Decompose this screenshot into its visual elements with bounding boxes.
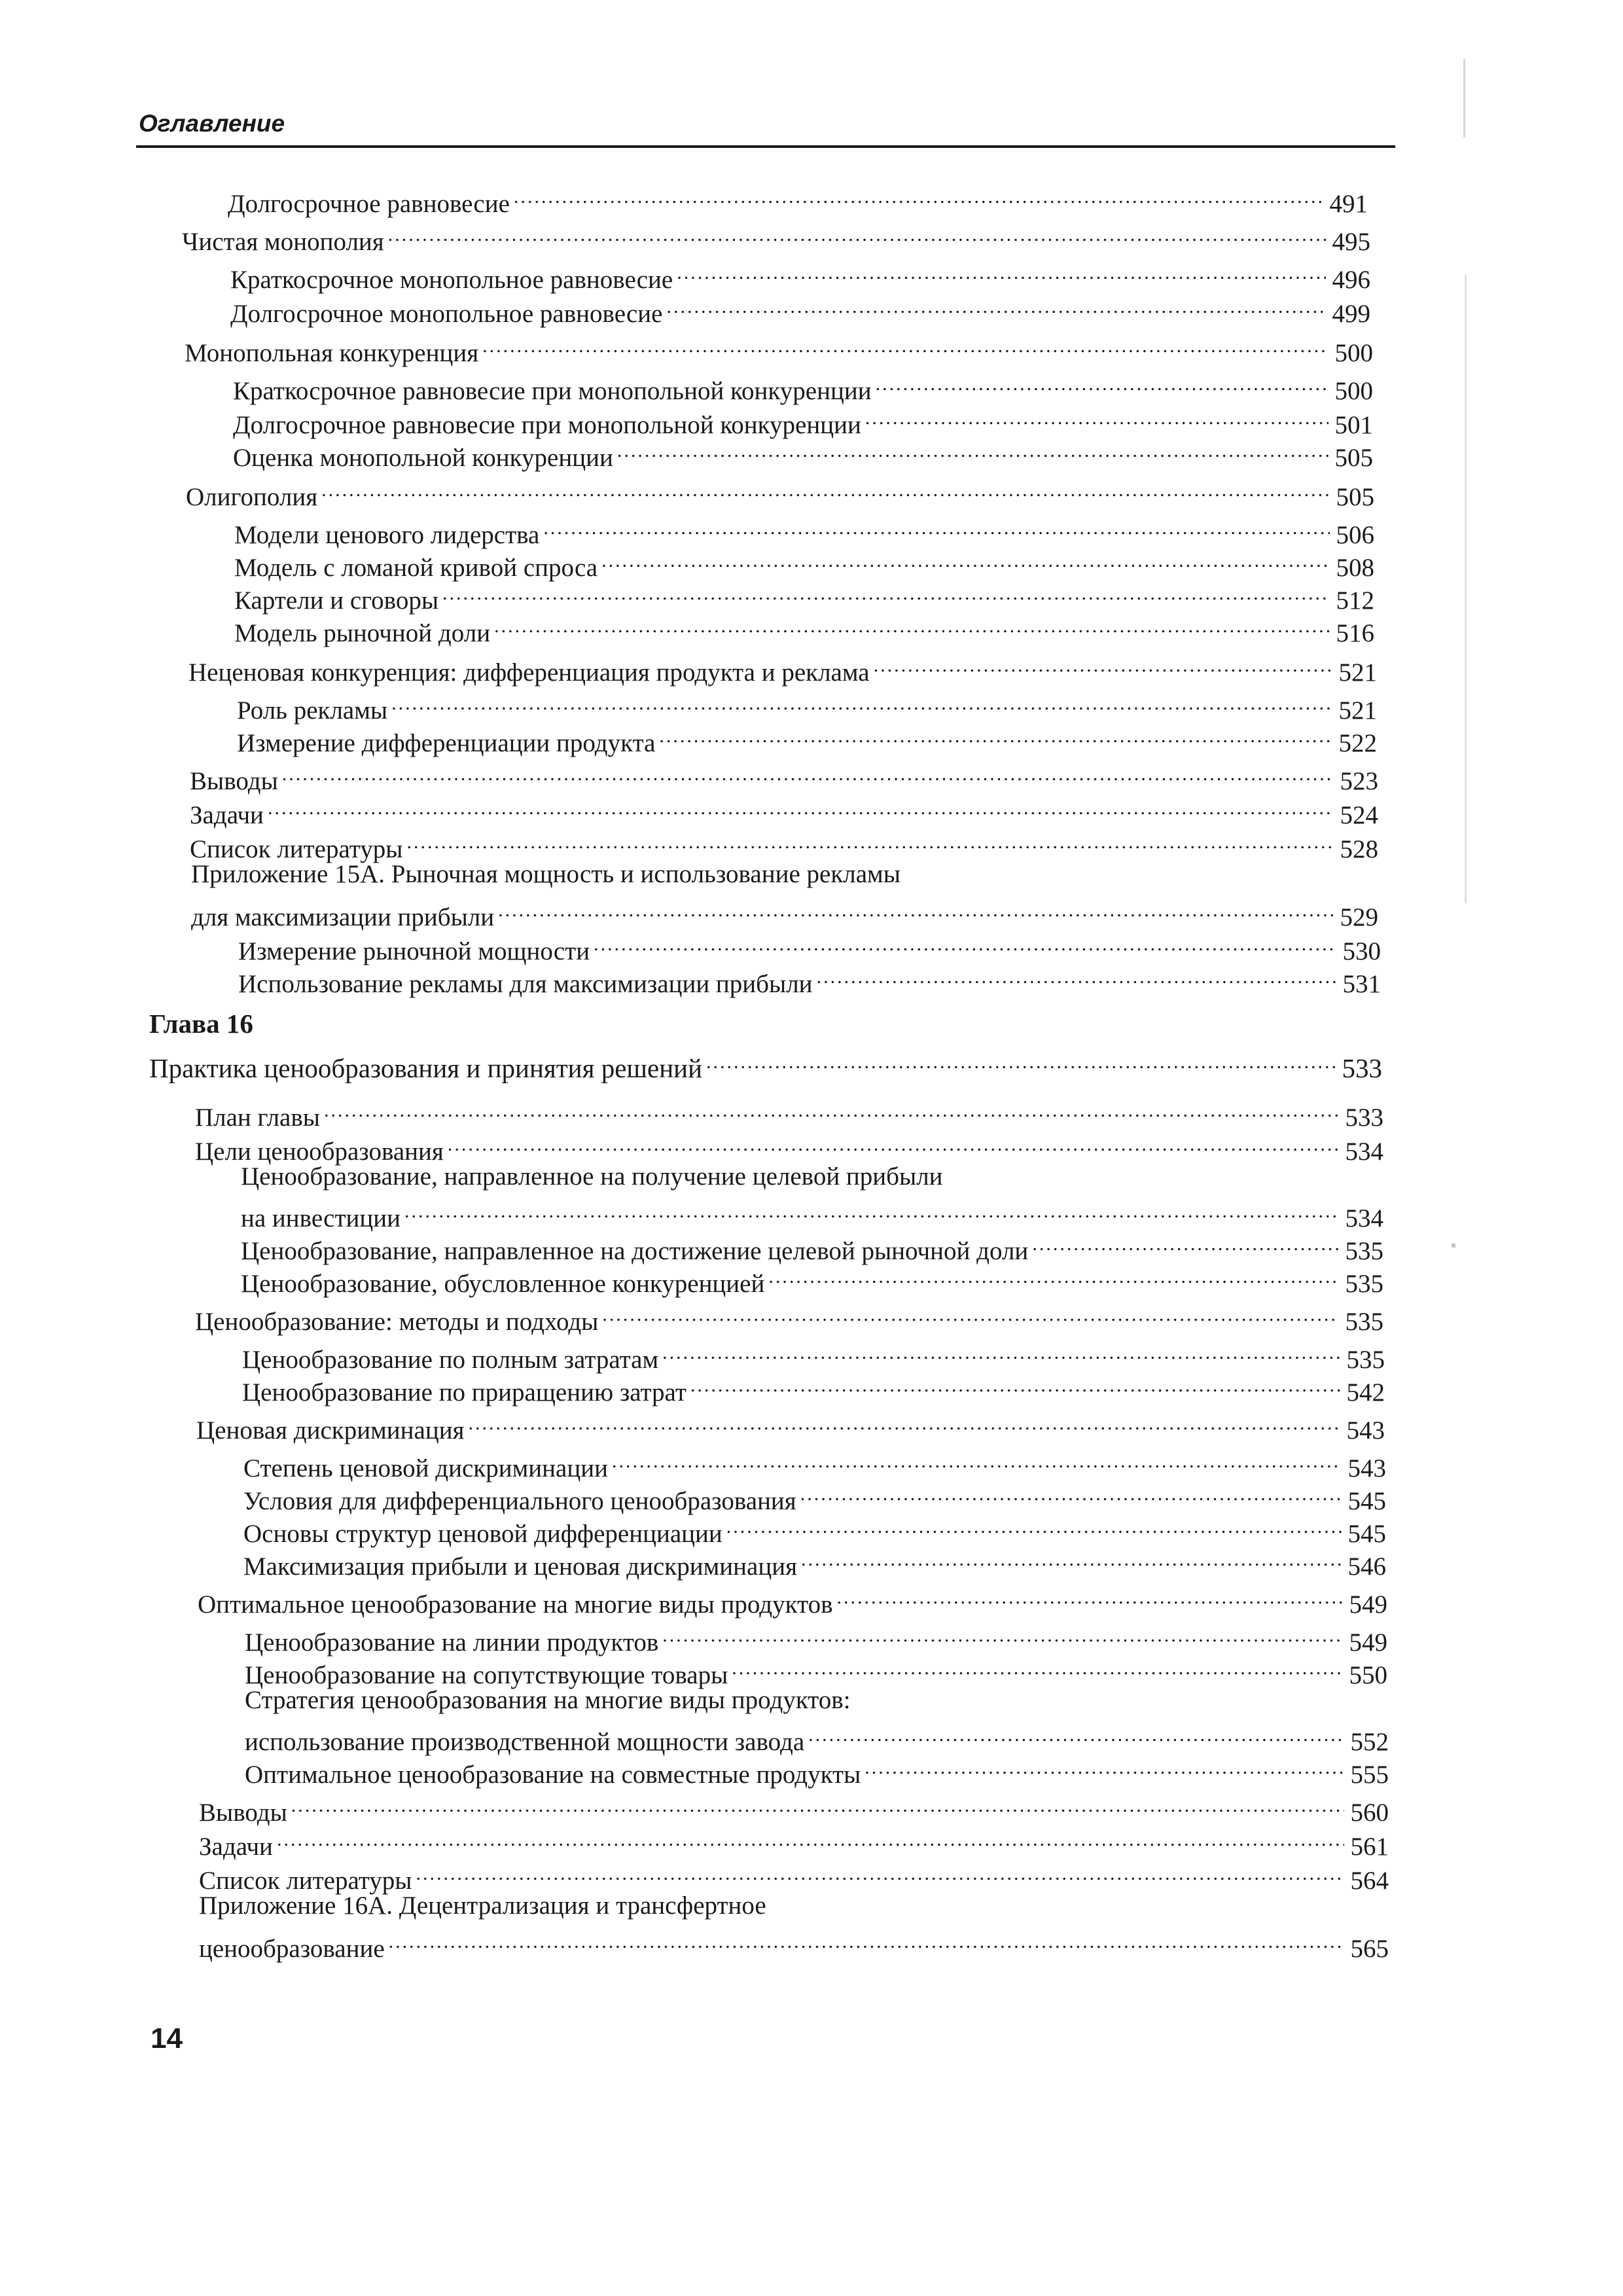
toc-entry-page: 496	[1332, 266, 1370, 294]
toc-entry[interactable]	[234, 509, 1374, 549]
toc-entry[interactable]	[190, 789, 1378, 829]
toc-entry-page: 534	[1345, 1204, 1383, 1232]
toc-entry[interactable]	[242, 1334, 1385, 1374]
toc-entry-title: Измерение рыночной мощности	[238, 937, 590, 965]
toc-entry-page: 543	[1347, 1454, 1386, 1482]
toc-entry-page: 534	[1345, 1138, 1383, 1166]
toc-entry[interactable]	[230, 254, 1370, 294]
toc-entry-title: Ценообразование, обусловленное конкуренцией	[241, 1270, 765, 1298]
running-header: Оглавление	[139, 110, 285, 137]
scan-mark	[1463, 59, 1465, 137]
toc-entry-page: 500	[1334, 339, 1373, 367]
toc-entry-page: 549	[1349, 1628, 1387, 1657]
toc-entry-page: 561	[1350, 1833, 1389, 1861]
scan-mark	[1465, 275, 1467, 903]
toc-entry-title-line1: Приложение 16А. Децентрализация и трансфертное	[199, 1892, 766, 1920]
toc-entry[interactable]	[190, 823, 1378, 863]
toc-entry-title: Максимизация прибыли и ценовая дискриминация	[243, 1552, 798, 1581]
toc-entry-page: 522	[1338, 729, 1377, 757]
toc-entry-title: Ценовая дискриминация	[196, 1416, 465, 1444]
toc-entry-page: 499	[1332, 300, 1370, 328]
toc-entry-title: Оптимальное ценообразование на совместные продукты	[245, 1761, 861, 1789]
toc-entry-page: 501	[1334, 411, 1373, 439]
toc-entry-title: Условия для дифференциального ценообразования	[243, 1487, 796, 1515]
toc-entry-title-line1: Приложение 15А. Рыночная мощность и использование рекламы	[191, 860, 901, 888]
chapter-page: 533	[1342, 1053, 1382, 1083]
toc-entry-page: 530	[1342, 937, 1381, 965]
toc-entry[interactable]	[245, 1716, 1389, 1756]
toc-entry-page: 506	[1336, 521, 1374, 549]
chapter-label: Глава 16	[149, 1009, 253, 1039]
toc-entry-title: Ценообразование на линии продуктов	[245, 1628, 659, 1657]
toc-entry[interactable]	[195, 1126, 1383, 1166]
toc-entry[interactable]	[241, 1193, 1383, 1232]
toc-entry-title: Краткосрочное монопольное равновесие	[230, 266, 673, 294]
toc-entry-title: Выводы	[199, 1799, 287, 1827]
toc-entry-page: 524	[1340, 801, 1378, 829]
toc-entry-title: Список литературы	[199, 1867, 412, 1895]
toc-entry-title: на инвестиции	[241, 1204, 401, 1232]
toc-entry-title: Задачи	[199, 1833, 273, 1861]
toc-entry-page: 545	[1347, 1487, 1386, 1515]
toc-entry-page: 505	[1334, 444, 1373, 472]
toc-entry[interactable]	[233, 399, 1373, 439]
toc-entry-title: Долгосрочное монопольное равновесие	[230, 300, 663, 328]
toc-entry-title: Монопольная конкуренция	[185, 339, 479, 367]
toc-entry[interactable]	[230, 288, 1370, 328]
toc-entry-title: Олигополия	[186, 483, 318, 511]
toc-entry-title: Ценообразование: методы и подходы	[195, 1308, 599, 1336]
toc-entry-title: Роль рекламы	[237, 696, 388, 725]
toc-entry-page: 560	[1350, 1799, 1389, 1827]
toc-entry[interactable]	[199, 1923, 1389, 1963]
toc-entry[interactable]	[237, 717, 1377, 757]
toc-entry[interactable]	[199, 1787, 1389, 1827]
toc-entry-page: 543	[1346, 1416, 1385, 1444]
toc-entry-title: Степень ценовой дискриминации	[243, 1454, 608, 1482]
toc-entry-page: 521	[1338, 696, 1377, 725]
toc-entry-page: 545	[1347, 1520, 1386, 1548]
toc-entry[interactable]	[182, 216, 1370, 256]
toc-entry-page: 533	[1345, 1103, 1383, 1132]
toc-entry-page: 535	[1345, 1237, 1383, 1265]
header-rule	[136, 145, 1395, 148]
toc-entry-title: Ценообразование, направленное на достижение целевой рыночной доли	[241, 1237, 1029, 1265]
page-number: 14	[151, 2022, 183, 2054]
toc-entry[interactable]	[234, 575, 1374, 615]
toc-entry-title: Ценообразование по приращению затрат	[242, 1378, 687, 1407]
chapter-title-entry[interactable]	[149, 1043, 1382, 1083]
toc-entry[interactable]	[245, 1649, 1387, 1689]
toc-entry[interactable]	[198, 1579, 1387, 1619]
toc-entry[interactable]	[241, 1258, 1383, 1298]
toc-entry-page: 552	[1350, 1728, 1389, 1756]
toc-entry-title-line1: Стратегия ценообразования на многие виды продуктов:	[245, 1686, 851, 1714]
toc-entry-page: 528	[1340, 835, 1378, 863]
toc-entry[interactable]	[195, 1296, 1383, 1336]
toc-entry-title: Основы структур ценовой дифференциации	[243, 1520, 722, 1548]
toc-entry-page: 565	[1350, 1935, 1389, 1963]
toc-entry-page: 512	[1336, 586, 1374, 615]
toc-entry[interactable]	[243, 1508, 1386, 1548]
toc-entry-page: 531	[1342, 970, 1381, 998]
toc-entry-title: Картели и сговоры	[234, 586, 439, 615]
toc-entry-page: 542	[1346, 1378, 1385, 1407]
toc-entry[interactable]	[190, 755, 1378, 795]
toc-entry-page: 523	[1340, 767, 1378, 795]
toc-entry[interactable]	[233, 365, 1373, 405]
toc-entry-page: 495	[1332, 228, 1370, 256]
toc-entry-title: Краткосрочное равновесие при монопольной конкуренции	[233, 377, 872, 405]
toc-entry[interactable]	[242, 1367, 1385, 1407]
toc-entry-title-line1: Ценообразование, направленное на получение целевой прибыли	[241, 1162, 943, 1191]
toc-entry-page: 529	[1340, 903, 1378, 931]
toc-entry-title: Использование рекламы для максимизации прибыли	[238, 970, 813, 998]
toc-entry-title: Неценовая конкуренция: дифференциация продукта и реклама	[188, 658, 870, 687]
toc-entry[interactable]	[185, 327, 1373, 367]
toc-entry[interactable]	[196, 1405, 1385, 1444]
toc-entry-page: 521	[1338, 658, 1377, 687]
toc-entry[interactable]	[237, 685, 1377, 725]
toc-entry[interactable]	[243, 1475, 1386, 1515]
toc-entry-page: 508	[1336, 554, 1374, 582]
toc-entry[interactable]	[245, 1617, 1387, 1657]
toc-entry[interactable]	[195, 1092, 1383, 1132]
toc-entry[interactable]	[234, 607, 1374, 647]
toc-entry-page: 564	[1350, 1867, 1389, 1895]
toc-entry[interactable]	[243, 1541, 1386, 1581]
toc-entry-page: 535	[1345, 1270, 1383, 1298]
toc-entry[interactable]	[243, 1443, 1386, 1482]
toc-entry-title: План главы	[195, 1103, 320, 1132]
toc-entry[interactable]	[186, 471, 1374, 511]
toc-entry-title: Модель с ломаной кривой спроса	[234, 554, 598, 582]
toc-entry-page: 550	[1349, 1661, 1387, 1689]
toc-entry-title: Ценообразование на сопутствующие товары	[245, 1661, 728, 1689]
toc-entry-page: 535	[1346, 1346, 1385, 1374]
toc-entry-title: Оптимальное ценообразование на многие виды продуктов	[198, 1590, 833, 1619]
toc-entry[interactable]	[228, 178, 1368, 218]
toc-entry[interactable]	[241, 1225, 1383, 1265]
toc-entry-title: для максимизации прибыли	[191, 903, 495, 931]
chapter-title: Практика ценообразования и принятия решений	[149, 1053, 703, 1083]
scan-speck	[1452, 1244, 1455, 1247]
toc-entry-title: Список литературы	[190, 835, 403, 863]
toc-entry-title: Цели ценообразования	[195, 1138, 444, 1166]
toc-entry-page: 505	[1336, 483, 1374, 511]
toc-entry-title: Чистая монополия	[182, 228, 384, 256]
toc-entry-title: Измерение дифференциации продукта	[237, 729, 656, 757]
toc-entry-page: 555	[1350, 1761, 1389, 1789]
toc-entry-title: Оценка монопольной конкуренции	[233, 444, 613, 472]
toc-entry[interactable]	[199, 1855, 1389, 1895]
toc-entry-title: ценообразование	[199, 1935, 385, 1963]
toc-entry-title: Модель рыночной доли	[234, 619, 491, 647]
toc-entry-title: Долгосрочное равновесие	[228, 190, 510, 218]
toc-entry-page: 500	[1334, 377, 1373, 405]
toc-entry-page: 546	[1347, 1552, 1386, 1581]
toc-entry[interactable]	[191, 891, 1378, 931]
toc-entry-title: Ценообразование по полным затратам	[242, 1346, 659, 1374]
toc-entry-title: Модели ценового лидерства	[234, 521, 540, 549]
toc-entry[interactable]	[234, 542, 1374, 582]
toc-entry[interactable]	[233, 432, 1373, 472]
toc-entry-page: 491	[1329, 190, 1368, 218]
toc-entry-title: Задачи	[190, 801, 264, 829]
toc-entry[interactable]	[199, 1821, 1389, 1861]
toc-entry[interactable]	[188, 647, 1377, 687]
toc-entry-title: Долгосрочное равновесие при монопольной конкуренции	[233, 411, 861, 439]
toc-entry-page: 516	[1336, 619, 1374, 647]
toc-entry-page: 535	[1345, 1308, 1383, 1336]
toc-entry[interactable]	[238, 925, 1381, 965]
toc-entry[interactable]	[238, 958, 1381, 998]
toc-entry[interactable]	[245, 1749, 1389, 1789]
toc-entry-title: Выводы	[190, 767, 278, 795]
toc-entry-title: использование производственной мощности завода	[245, 1728, 805, 1756]
toc-entry-page: 549	[1349, 1590, 1387, 1619]
